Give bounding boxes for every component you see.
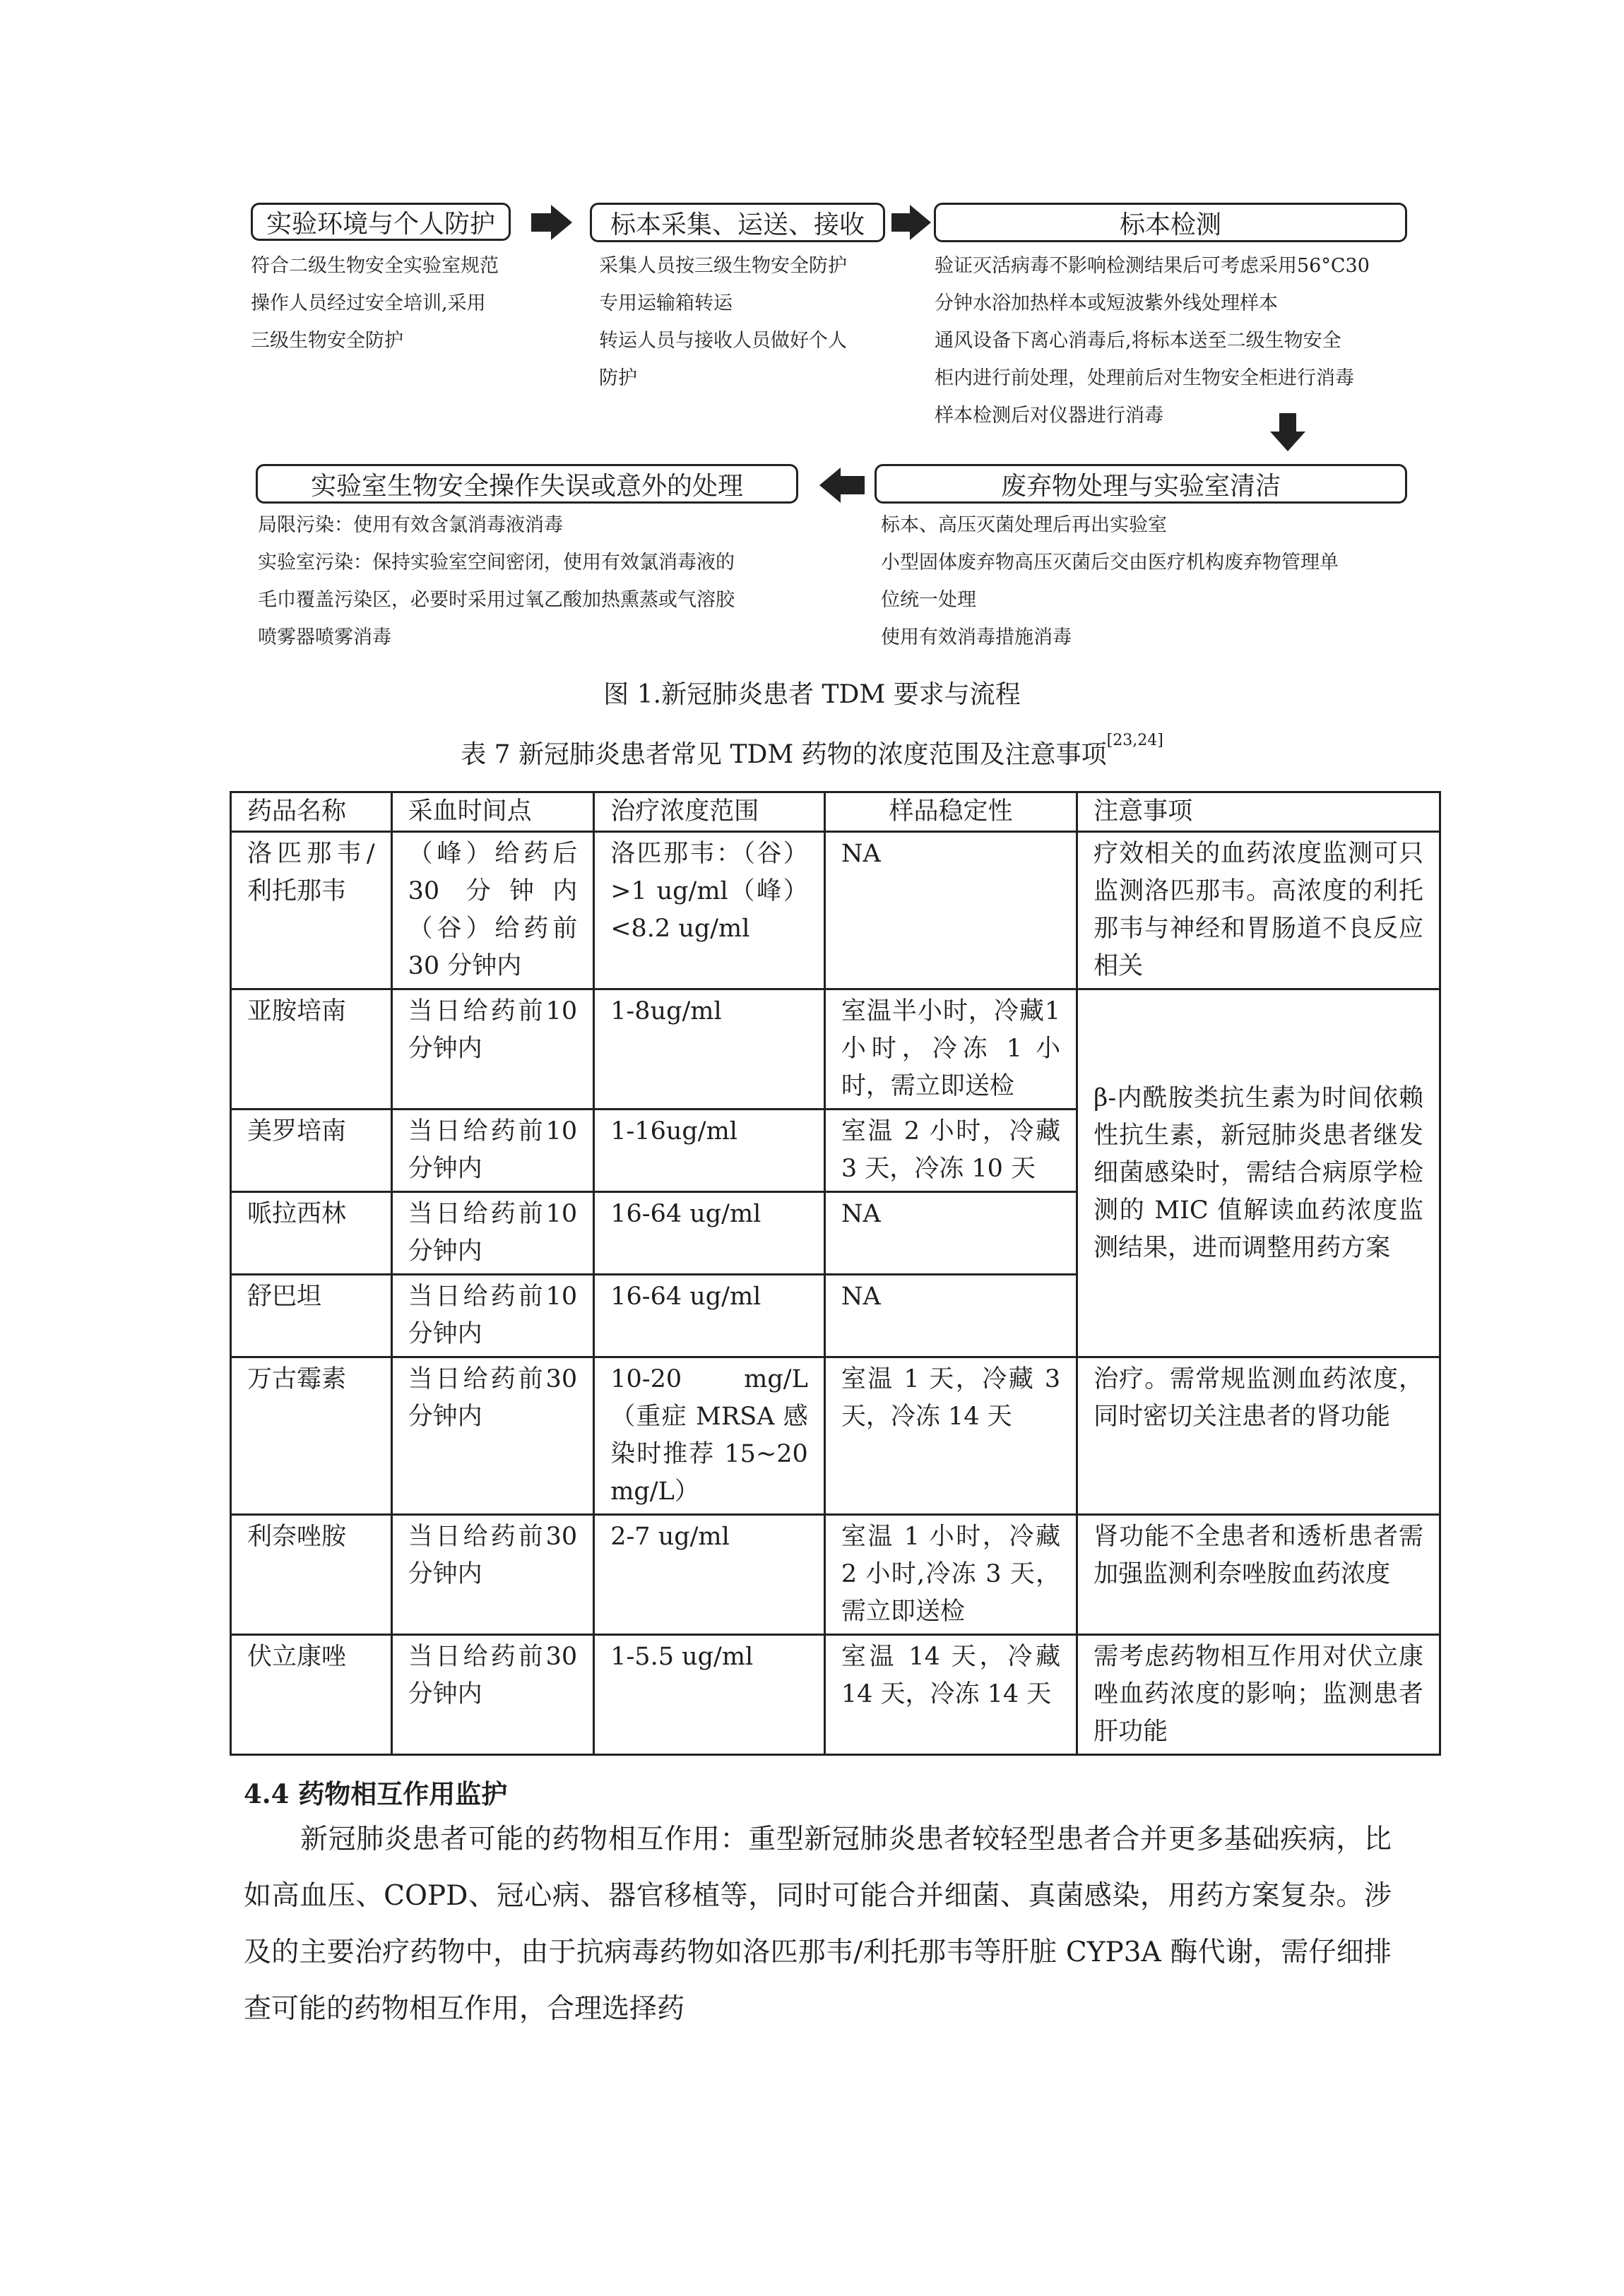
cell-notes-beta-lactam: β-内酰胺类抗生素为时间依赖性抗生素，新冠肺炎患者继发细菌感染时，需结合病原学检测的 MIC 值解读血药浓度监测结果，进而调整用药方案 [1077, 989, 1440, 1357]
note-line: 三级生物安全防护 [251, 330, 403, 352]
paragraph-text: 新冠肺炎患者可能的药物相互作用：重型新冠肺炎患者较轻型患者合并更多基础疾病，比如高血压、COPD、冠心病、器官移植等，同时可能合并细菌、真菌感染，用药方案复杂。涉及的主要治疗药物中，由于抗病毒药物如洛匹那韦/利托那韦等肝脏 CYP3A 酶代谢，需仔细排查可能的药物相互作用，合理选择药 [244, 1824, 1392, 2025]
cell-stability: 室温 1 天，冷藏 3 天，冷冻 14 天 [824, 1357, 1077, 1515]
cell-range: 10-20 mg/L （重症 MRSA 感染时推荐 15~20 mg/L） [594, 1357, 825, 1515]
cell-stability: 室温 2 小时，冷藏3 天，冷冻 10 天 [824, 1110, 1077, 1192]
note-line: 样本检测后对仪器进行消毒 [935, 405, 1163, 427]
section-paragraph [244, 1812, 1392, 2038]
table-row [231, 832, 1440, 989]
cell-range: 洛匹那韦：（谷）>1 ug/ml（峰）<8.2 ug/ml [594, 832, 825, 989]
flow-step-title: 废弃物处理与实验室清洁 [1000, 471, 1281, 501]
cell-drug: 伏立康唑 [231, 1635, 392, 1755]
column-header: 注意事项 [1077, 792, 1440, 832]
arrow-right-icon [531, 205, 572, 240]
figure-caption-text: 图 1.新冠肺炎患者 TDM 要求与流程 [603, 680, 1021, 709]
flow-step-specimen-collection [590, 203, 885, 242]
table-row [231, 1357, 1440, 1515]
cell-range: 1-8ug/ml [594, 989, 825, 1110]
flow-step-title: 实验室生物安全操作失误或意外的处理 [310, 471, 743, 501]
flow-step-title: 标本检测 [1119, 210, 1221, 239]
cell-range: 1-5.5 ug/ml [594, 1635, 825, 1755]
flow-step-specimen-testing [934, 203, 1407, 242]
cell-notes: 需考虑药物相互作用对伏立康唑血药浓度的影响；监测患者肝功能 [1077, 1635, 1440, 1755]
note-line: 专用运输箱转运 [599, 292, 733, 314]
note-line: 位统一处理 [881, 589, 976, 611]
table-header-row [231, 792, 1440, 832]
flow-step-notes [258, 506, 735, 656]
arrow-down-icon [1270, 413, 1305, 451]
cell-drug: 美罗培南 [231, 1110, 392, 1192]
column-header: 药品名称 [231, 792, 392, 832]
cell-drug: 哌拉西林 [231, 1192, 392, 1275]
note-line: 使用有效消毒措施消毒 [881, 626, 1072, 648]
cell-range: 1-16ug/ml [594, 1110, 825, 1192]
cell-drug: 舒巴坦 [231, 1275, 392, 1357]
table-row [231, 1515, 1440, 1635]
cell-stability: NA [824, 1192, 1077, 1275]
figure-caption [0, 674, 1624, 710]
flow-step-lab-accident-handling [256, 464, 798, 504]
flow-step-waste-cleaning [875, 464, 1407, 504]
flow-step-notes [251, 247, 499, 359]
cell-drug: 万古霉素 [231, 1357, 392, 1515]
cell-stability: 室温半小时，冷藏1 小时，冷冻 1 小时，需立即送检 [824, 989, 1077, 1110]
cell-time: 当日给药前30 分钟内 [391, 1357, 594, 1515]
cell-range: 16-64 ug/ml [594, 1192, 825, 1275]
cell-notes: 肾功能不全患者和透析患者需加强监测利奈唑胺血药浓度 [1077, 1515, 1440, 1635]
flow-step-title: 实验环境与个人防护 [266, 209, 495, 239]
flow-step-notes [935, 247, 1370, 434]
table-caption [0, 734, 1624, 771]
table-caption-reference: [23,24] [1106, 732, 1163, 749]
arrow-right-icon [891, 205, 931, 240]
note-line: 柜内进行前处理，处理前后对生物安全柜进行消毒 [935, 367, 1354, 389]
column-header: 样品稳定性 [824, 792, 1077, 832]
table-row [231, 1635, 1440, 1755]
note-line: 实验室污染：保持实验室空间密闭，使用有效氯消毒液的 [258, 552, 735, 573]
cell-notes: 治疗。需常规监测血药浓度，同时密切关注患者的肾功能 [1077, 1357, 1440, 1515]
note-line: 通风设备下离心消毒后,将标本送至二级生物安全 [935, 330, 1341, 352]
cell-stability: NA [824, 1275, 1077, 1357]
cell-time: 当日给药前10 分钟内 [391, 989, 594, 1110]
cell-drug: 亚胺培南 [231, 989, 392, 1110]
section-heading: 4.4 药物相互作用监护 [244, 1778, 508, 1809]
cell-range: 2-7 ug/ml [594, 1515, 825, 1635]
cell-drug: 利奈唑胺 [231, 1515, 392, 1635]
column-header: 采血时间点 [391, 792, 594, 832]
cell-time: 当日给药前30 分钟内 [391, 1635, 594, 1755]
column-header: 治疗浓度范围 [594, 792, 825, 832]
note-line: 小型固体废弃物高压灭菌后交由医疗机构废弃物管理单 [881, 552, 1339, 573]
note-line: 局限污染：使用有效含氯消毒液消毒 [258, 514, 563, 536]
flow-step-notes [599, 247, 847, 397]
cell-stability: 室温 1 小时，冷藏2 小时,冷冻 3 天，需立即送检 [824, 1515, 1077, 1635]
note-line: 符合二级生物安全实验室规范 [251, 255, 499, 277]
cell-stability: 室温 14 天，冷藏14 天，冷冻 14 天 [824, 1635, 1077, 1755]
cell-range: 16-64 ug/ml [594, 1275, 825, 1357]
note-line: 操作人员经过安全培训,采用 [251, 292, 486, 314]
cell-time: 当日给药前30 分钟内 [391, 1515, 594, 1635]
cell-time: 当日给药前10 分钟内 [391, 1192, 594, 1275]
flow-step-title: 标本采集、运送、接收 [610, 210, 865, 239]
cell-time: 当日给药前10 分钟内 [391, 1110, 594, 1192]
note-line: 转运人员与接收人员做好个人 [599, 330, 847, 352]
tdm-drug-table [230, 791, 1441, 1756]
note-line: 防护 [599, 367, 637, 389]
note-line: 喷雾器喷雾消毒 [258, 626, 391, 648]
note-line: 采集人员按三级生物安全防护 [599, 255, 847, 277]
note-line: 分钟水浴加热样本或短波紫外线处理样本 [935, 292, 1278, 314]
note-line: 标本、高压灭菌处理后再出实验室 [881, 514, 1167, 536]
flow-step-notes [881, 506, 1339, 656]
arrow-left-icon [819, 468, 865, 503]
cell-time: （峰）给药后30 分钟内（谷）给药前30 分钟内 [391, 832, 594, 989]
note-line: 毛巾覆盖污染区，必要时采用过氧乙酸加热熏蒸或气溶胶 [258, 589, 735, 611]
note-line: 验证灭活病毒不影响检测结果后可考虑采用56°C30 [935, 255, 1370, 277]
cell-drug: 洛匹那韦/利托那韦 [231, 832, 392, 989]
flow-step-lab-environment [251, 203, 511, 241]
table-row [231, 989, 1440, 1110]
cell-time: 当日给药前10 分钟内 [391, 1275, 594, 1357]
table-caption-text: 表 7 新冠肺炎患者常见 TDM 药物的浓度范围及注意事项 [461, 740, 1107, 769]
cell-notes: 疗效相关的血药浓度监测可只监测洛匹那韦。高浓度的利托那韦与神经和胃肠道不良反应相关 [1077, 832, 1440, 989]
cell-stability: NA [824, 832, 1077, 989]
